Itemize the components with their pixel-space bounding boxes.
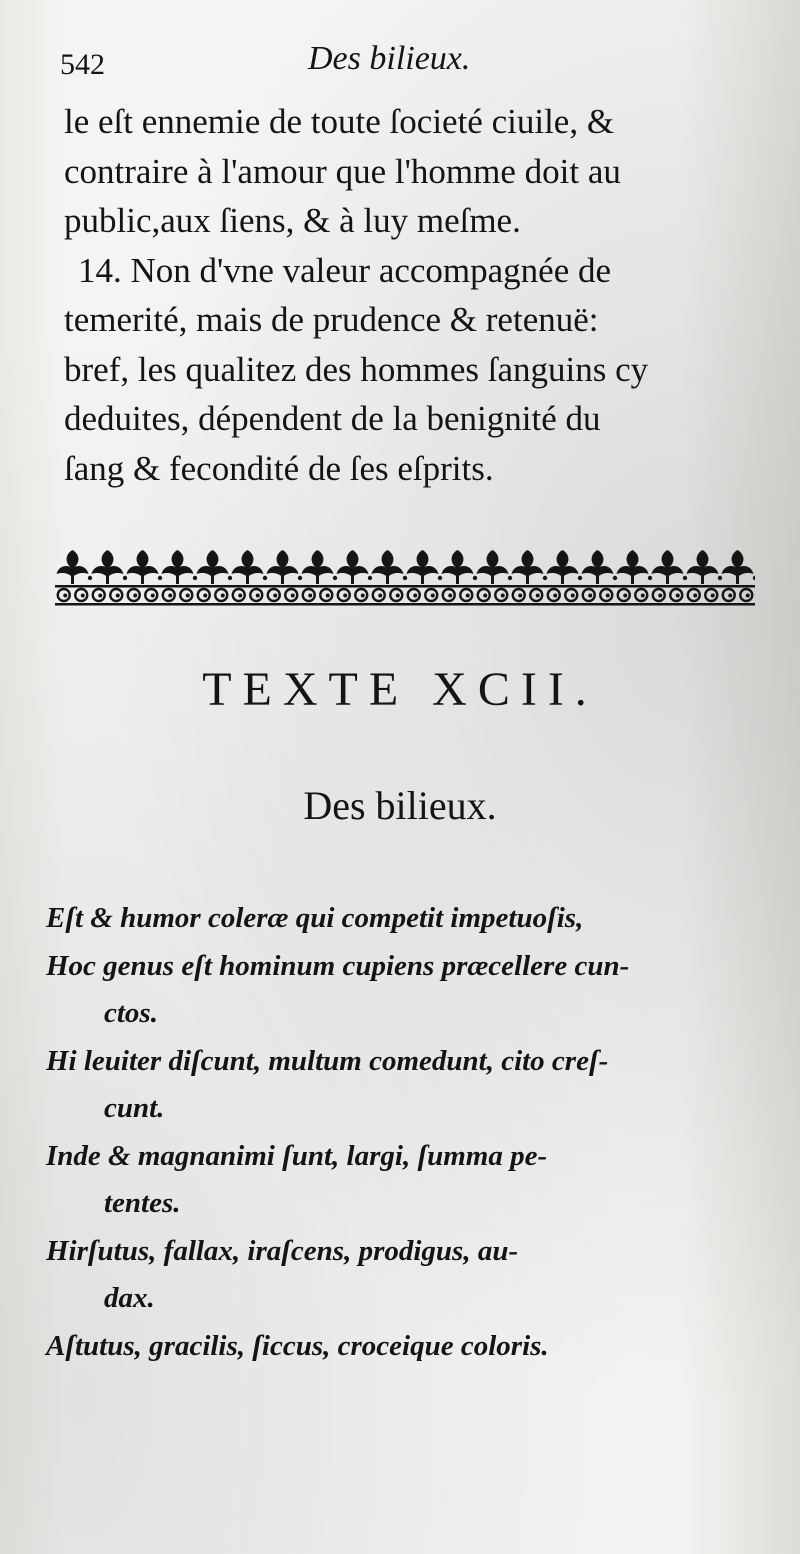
fleuron-icon [652, 550, 688, 584]
prose-line: temerité, mais de prudence & retenuë: [64, 300, 599, 339]
fleuron-icon [442, 550, 478, 584]
fleuron-icon [302, 550, 338, 584]
verse-line: Eſt & humor coleræ qui competit impetuoſis, [46, 902, 584, 934]
verse-line-continuation: tentes. [104, 1187, 181, 1219]
fleuron-icon [92, 550, 128, 584]
fleuron-icon [722, 550, 756, 584]
prose-line: le eſt ennemie de toute ſocieté ciuile, & [64, 102, 615, 141]
fleuron-icon [232, 550, 268, 584]
verse-line-continuation: dax. [104, 1282, 155, 1314]
prose-line: contraire à l'amour que l'homme doit au [64, 151, 621, 191]
prose-line: public,aux ſiens, & à luy meſme. [64, 201, 521, 240]
prose-line: bref, les qualitez des hommes ſanguins cy [64, 349, 649, 389]
fleuron-icon [162, 550, 198, 584]
verse-line: Hoc genus eſt hominum cupiens præcellere cun- [46, 949, 630, 982]
fleuron-icon [197, 550, 233, 584]
verse-line-continuation: cunt. [104, 1092, 165, 1124]
fleuron-icon [617, 550, 653, 584]
fleuron-icon [582, 550, 618, 584]
verse-line: Inde & magnanimi ſunt, largi, ſumma pe- [46, 1139, 548, 1172]
fleuron-icon [337, 550, 373, 584]
fleuron-icon [267, 550, 303, 584]
verse-line: Aſtutus, gracilis, ſiccus, croceique coloris. [46, 1329, 549, 1362]
prose-line: 14. Non d'vne valeur accompagnée de [78, 250, 612, 290]
fleuron-icon [372, 550, 408, 584]
fleuron-icon [547, 550, 583, 584]
page-number: 542 [60, 48, 105, 81]
section-title: TEXTE XCII. [202, 663, 598, 716]
fleuron-icon [57, 550, 93, 584]
fleuron-band-icon [55, 548, 755, 610]
prose-line: deduites, dépendent de la benignité du [64, 399, 601, 438]
fleuron-icon [407, 550, 443, 584]
verse-line-continuation: ctos. [104, 997, 158, 1029]
fleuron-icon [687, 550, 723, 584]
verse-line: Hirſutus, fallax, iraſcens, prodigus, au- [46, 1234, 519, 1267]
latin-verse [46, 895, 766, 1370]
prose-line: ſang & fecondité de ſes eſprits. [64, 448, 494, 488]
verse-line: Hi leuiter diſcunt, multum comedunt, cito creſ- [46, 1044, 609, 1077]
fleuron-icon [512, 550, 548, 584]
section-subtitle: Des bilieux. [303, 783, 497, 828]
fleuron-icon [477, 550, 513, 584]
running-head [60, 40, 760, 90]
fleuron-icon [127, 550, 163, 584]
prose-paragraph [64, 97, 764, 493]
running-title: Des bilieux. [308, 40, 471, 77]
